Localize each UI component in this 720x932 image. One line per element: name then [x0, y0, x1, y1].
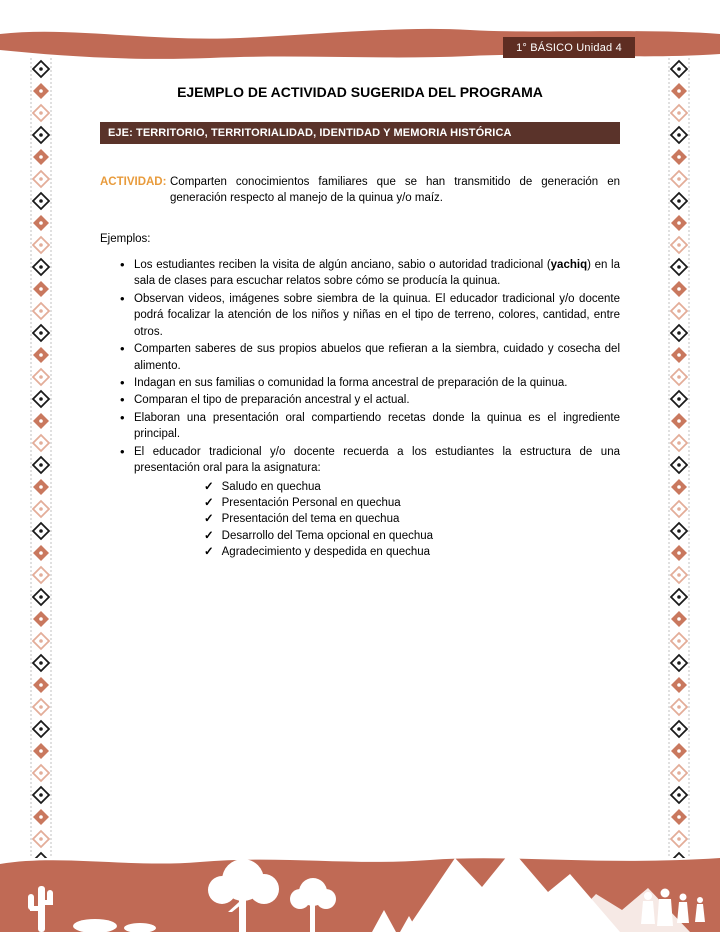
- right-textile-border: [668, 58, 690, 858]
- checklist-item: [204, 528, 620, 544]
- checklist-item-label: Agradecimiento y despedida en quechua: [221, 546, 431, 559]
- check-icon: ✓: [204, 546, 214, 559]
- document-content: [100, 84, 620, 562]
- top-banner-wave: [0, 0, 720, 72]
- presentation-structure-checklist: [204, 479, 620, 561]
- example-bullet: • Los estudiantes reciben la visita de algún anciano, sabio o autoridad tradicional (yachiq) en la sala de clases para escuchar relatos sobre cómo se producía la quinua.: [118, 257, 620, 290]
- checklist-item-label: Saludo en quechua: [221, 480, 321, 493]
- activity-section: [100, 174, 620, 207]
- people-silhouette: [644, 892, 652, 900]
- check-icon: ✓: [204, 513, 214, 526]
- activity-label: ACTIVIDAD:: [100, 176, 167, 188]
- checklist-item: [204, 495, 620, 511]
- examples-label: Ejemplos:: [100, 232, 151, 245]
- example-bullet: • Elaboran una presentación oral compartiendo recetas donde la quinua es el ingrediente principal.: [118, 410, 620, 443]
- eje-bar: EJE: TERRITORIO, TERRITORIALIDAD, IDENTIDAD Y MEMORIA HISTÓRICA: [100, 122, 620, 144]
- checklist-item: [204, 511, 620, 527]
- left-textile-border: [30, 58, 52, 858]
- example-bullet: • Comparan el tipo de preparación ancestral y el actual.: [118, 392, 620, 408]
- check-icon: ✓: [204, 497, 214, 509]
- footer-illustration: [0, 840, 720, 932]
- checklist-item-label: Desarrollo del Tema opcional en quechua: [221, 529, 434, 542]
- check-icon: ✓: [204, 480, 214, 493]
- example-bullet: • Indagan en sus familias o comunidad la forma ancestral de preparación de la quinua.: [118, 375, 620, 391]
- examples-list: [118, 257, 620, 561]
- checklist-item: [204, 544, 620, 560]
- checklist-item: [204, 479, 620, 495]
- check-icon: ✓: [204, 529, 214, 542]
- activity-text: Comparten conocimientos familiares que se han transmitido de generación en generación respecto al manejo de la quinua y/o maíz.: [170, 176, 620, 205]
- example-bullet: • Comparten saberes de sus propios abuelos que refieran a la siembra, cuidado y cosecha del alimento.: [118, 341, 620, 374]
- unit-badge: 1° BÁSICO Unidad 4: [503, 37, 635, 58]
- checklist-item-label: Presentación Personal en quechua: [221, 497, 401, 509]
- example-bullet: • Observan videos, imágenes sobre siembra de la quinua. El educador tradicional y/o docente podrá focalizar la atención de los niños y niñas en el tipo de terreno, colores, cantidad, entre otros.: [118, 291, 620, 340]
- page-title: EJEMPLO DE ACTIVIDAD SUGERIDA DEL PROGRAMA: [177, 84, 543, 100]
- example-bullet: • El educador tradicional y/o docente recuerda a los estudiantes la estructura de una presentación oral para la asignatura: ✓ Saludo en quechua ✓ Presentación Personal en quechua ✓ Presentación del tema en quechua ✓ Desarrollo del Tema opcional en quechua ✓ Agradecimiento y despedida en quechua: [118, 444, 620, 561]
- checklist-item-label: Presentación del tema en quechua: [221, 513, 400, 526]
